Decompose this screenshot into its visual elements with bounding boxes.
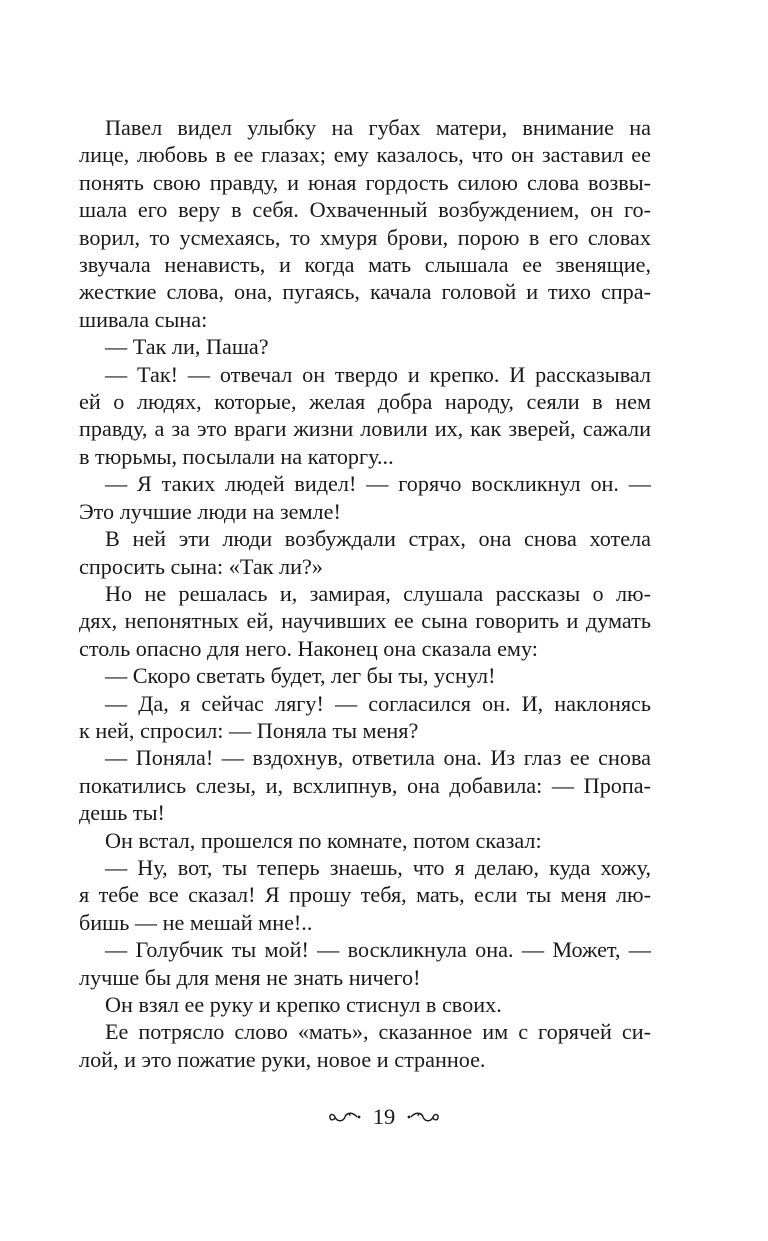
text-line: в тюрьмы, посылали на каторгу... bbox=[79, 443, 394, 469]
text-line: — Ну, вот, ты теперь знаешь, что я делаю, куда хожу, bbox=[105, 854, 651, 880]
text-line: — Голубчик ты мой! — воскликнула она. — Может, — bbox=[105, 937, 651, 963]
text-line: Ее потрясло слово «мать», сказанное им с горячей си- bbox=[105, 1019, 651, 1045]
text-line: Павел видел улыбку на губах матери, внимание на bbox=[105, 115, 651, 140]
text-line: Но не решалась и, замирая, слушала рассказы о лю- bbox=[105, 580, 651, 606]
text-line: покатились слезы, и, всхлипнув, она добавила: — Пропа- bbox=[79, 772, 651, 798]
text-line: — Я таких людей видел! — горячо воскликнул он. — bbox=[105, 471, 651, 497]
text-line: лучше бы для меня не знать ничего! bbox=[79, 964, 421, 990]
text-line: бишь — не мешай мне!.. bbox=[79, 909, 313, 935]
text-line: Это лучшие люди на земле! bbox=[79, 498, 341, 524]
text-line: — Да, я сейчас лягу! — согласился он. И, наклонясь bbox=[105, 690, 651, 716]
text-line: — Так! — отвечал он твердо и крепко. И рассказывал bbox=[105, 361, 651, 387]
text-line: В ней эти люди возбуждали страх, она снова хотела bbox=[105, 526, 651, 552]
text-line: шала его веру в себя. Охваченный возбуждением, он го- bbox=[79, 197, 651, 223]
text-line: звучала ненависть, и когда мать слышала ее звенящие, bbox=[79, 252, 651, 278]
text-line: — Так ли, Паша? bbox=[105, 334, 269, 360]
left-ornament-icon bbox=[327, 1109, 361, 1125]
page-number: 19 bbox=[372, 1104, 396, 1129]
text-line: к ней, спросил: — Поняла ты меня? bbox=[79, 717, 419, 743]
text-line: я тебе все сказал! Я прошу тебя, мать, если ты меня лю- bbox=[79, 882, 651, 908]
text-line: Он взял ее руку и крепко стиснул в своих. bbox=[105, 992, 502, 1017]
text-line: спросить сына: «Так ли?» bbox=[79, 553, 323, 579]
text-line: ворил, то усмехаясь, то хмуря брови, порою в его словах bbox=[79, 224, 651, 250]
text-line: правду, а за это враги жизни ловили их, как зверей, сажали bbox=[79, 416, 651, 442]
right-ornament-icon bbox=[407, 1109, 441, 1125]
text-line: столь опасно для него. Наконец она сказала ему: bbox=[79, 635, 538, 661]
text-line: дешь ты! bbox=[79, 800, 165, 826]
text-line: лой, и это пожатие руки, новое и странное. bbox=[79, 1046, 486, 1072]
text-line: лице, любовь в ее глазах; ему казалось, что он заставил ее bbox=[79, 142, 651, 168]
text-line: понять свою правду, и юная гордость силою слова возвы- bbox=[79, 169, 651, 195]
body-text bbox=[79, 114, 651, 1073]
text-line: ей о людях, которые, желая добра народу, сеяли в нем bbox=[79, 389, 651, 415]
text-line: дях, непонятных ей, научивших ее сына говорить и думать bbox=[79, 608, 651, 634]
page-footer bbox=[0, 1104, 768, 1130]
text-line: — Скоро светать будет, лег бы ты, уснул! bbox=[105, 663, 496, 689]
text-line: жесткие слова, она, пугаясь, качала головой и тихо спра- bbox=[79, 279, 651, 305]
text-line: Он встал, прошелся по комнате, потом сказал: bbox=[105, 827, 542, 853]
text-line: — Поняла! — вздохнув, ответила она. Из глаз ее снова bbox=[105, 745, 651, 771]
text-line: шивала сына: bbox=[79, 306, 208, 332]
